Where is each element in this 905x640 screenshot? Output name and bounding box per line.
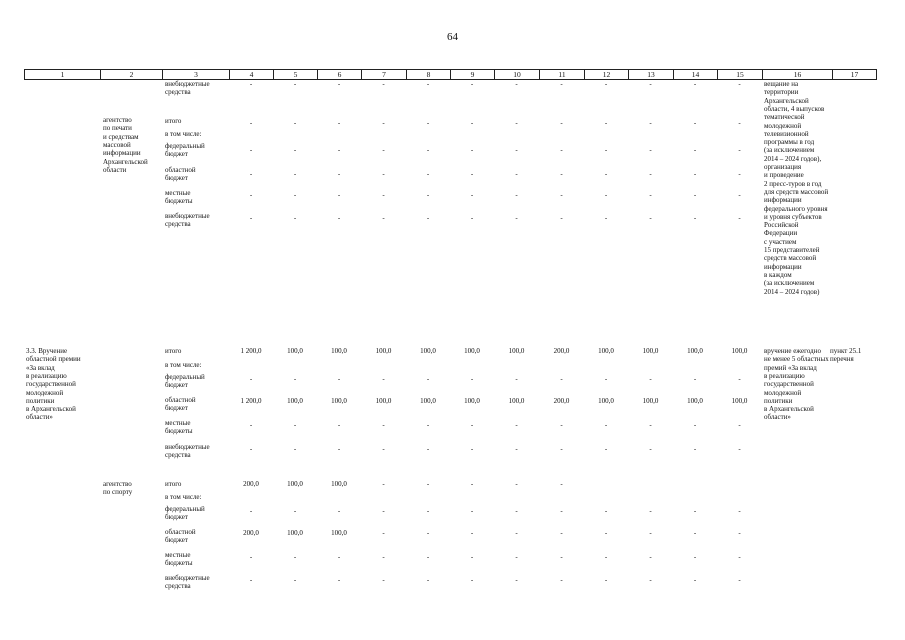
- value-dash: -: [649, 421, 652, 429]
- value-dash: -: [649, 553, 652, 561]
- value-dash: -: [604, 553, 608, 561]
- value-total: 200,0: [243, 480, 259, 488]
- value-oblast: -: [604, 529, 608, 537]
- value-oblast: -: [693, 529, 697, 537]
- value-dash: -: [426, 421, 430, 429]
- value-total: 100,0: [287, 347, 303, 355]
- value-dash: -: [604, 445, 608, 453]
- result-text: премий «За вклад: [764, 363, 817, 372]
- result-text: политики: [764, 396, 793, 405]
- value-total: 200,0: [553, 347, 570, 355]
- value-dash: -: [515, 576, 518, 584]
- value-dash: -: [470, 80, 474, 88]
- result-text: государственной: [764, 380, 814, 389]
- result-text: информации: [764, 196, 802, 205]
- value-dash: -: [560, 80, 563, 88]
- result-text: в реализацию: [764, 371, 805, 380]
- value-dash: -: [249, 170, 253, 178]
- value-dash: -: [604, 170, 608, 178]
- value-dash: -: [693, 576, 697, 584]
- value-dash: -: [470, 507, 474, 515]
- value-dash: -: [293, 146, 297, 154]
- label-federal: бюджет: [165, 513, 188, 522]
- value-dash: -: [337, 80, 341, 88]
- value-dash: -: [249, 507, 253, 515]
- col-header-8: 8: [407, 70, 451, 80]
- value-dash: -: [293, 214, 297, 222]
- value-dash: -: [470, 576, 474, 584]
- col-header-7: 7: [362, 70, 407, 80]
- value-dash: -: [649, 119, 652, 127]
- activity-3-3-name: молодежной: [26, 388, 64, 397]
- value-dash: -: [382, 191, 385, 199]
- label-vnebudget: средства: [165, 582, 191, 591]
- value-dash: -: [560, 553, 563, 561]
- label-local: бюджеты: [165, 559, 193, 568]
- value-dash: -: [337, 421, 341, 429]
- executor-press-agency: Архангельской: [103, 157, 148, 166]
- value-dash: -: [426, 170, 430, 178]
- value-oblast: 1 200,0: [240, 397, 262, 405]
- value-total: 100,0: [598, 347, 614, 355]
- result-text: средств массовой: [764, 254, 817, 263]
- label-vnebudget: внебюджетные: [165, 574, 210, 582]
- value-dash: -: [515, 507, 518, 515]
- result-text: молодежной: [764, 121, 802, 130]
- result-text: телевизионной: [764, 129, 809, 138]
- value-dash: -: [293, 576, 297, 584]
- value-dash: -: [382, 119, 385, 127]
- label-itogo: итого: [165, 117, 182, 125]
- value-dash: -: [515, 191, 518, 199]
- value-oblast: 100,0: [287, 529, 303, 537]
- result-text: в каждом: [764, 270, 792, 279]
- value-dash: -: [738, 119, 741, 127]
- result-text: области»: [764, 413, 791, 422]
- label-oblast: бюджет: [165, 174, 188, 183]
- col-header-3: 3: [163, 70, 230, 80]
- value-dash: -: [604, 146, 608, 154]
- value-dash: -: [738, 214, 741, 222]
- value-dash: -: [426, 214, 430, 222]
- value-dash: -: [515, 445, 518, 453]
- value-total: 100,0: [287, 480, 303, 488]
- value-dash: -: [693, 119, 697, 127]
- value-dash: -: [738, 445, 741, 453]
- result-text: в Архангельской: [764, 405, 814, 414]
- value-dash: -: [382, 576, 385, 584]
- value-dash: -: [604, 576, 608, 584]
- result-text: 15 представителей: [764, 246, 820, 254]
- value-dash: -: [738, 421, 741, 429]
- value-total: 100,0: [642, 347, 659, 355]
- label-oblast: областной: [165, 166, 196, 174]
- label-local: местные: [165, 551, 191, 559]
- value-dash: -: [249, 119, 253, 127]
- activity-3-3-name: 3.3. Вручение: [26, 347, 68, 355]
- col-header-9: 9: [451, 70, 495, 80]
- value-dash: -: [426, 553, 430, 561]
- reference-text: пункт 25.1: [830, 347, 862, 355]
- value-oblast: -: [470, 529, 474, 537]
- value-oblast: 100,0: [508, 397, 525, 405]
- value-total: 100,0: [464, 347, 480, 355]
- value-dash: -: [293, 170, 297, 178]
- label-oblast: областной: [165, 528, 196, 536]
- label-including: в том числе:: [165, 130, 202, 138]
- value-dash: -: [604, 191, 608, 199]
- value-dash: -: [426, 576, 430, 584]
- col-header-5: 5: [274, 70, 318, 80]
- col-header-13: 13: [629, 70, 674, 80]
- label-federal: бюджет: [165, 150, 188, 159]
- value-dash: -: [337, 507, 341, 515]
- value-dash: -: [382, 80, 385, 88]
- activity-3-3-name: областной премии: [26, 355, 81, 364]
- value-dash: -: [649, 576, 652, 584]
- result-text: 2014 – 2024 годов): [764, 287, 820, 296]
- label-vnebudget: внебюджетные: [165, 80, 210, 88]
- value-dash: -: [649, 170, 652, 178]
- value-dash: -: [470, 146, 474, 154]
- value-dash: -: [249, 191, 253, 199]
- value-dash: -: [382, 214, 385, 222]
- value-dash: -: [382, 445, 385, 453]
- value-dash: -: [426, 119, 430, 127]
- value-oblast: 100,0: [464, 397, 480, 405]
- value-dash: -: [249, 576, 253, 584]
- value-dash: -: [515, 375, 518, 383]
- activity-3-3-name: политики: [26, 396, 55, 405]
- activity-3-3-name: области»: [26, 413, 53, 422]
- value-dash: -: [515, 553, 518, 561]
- value-dash: -: [337, 146, 341, 154]
- value-dash: -: [337, 445, 341, 453]
- value-dash: -: [426, 80, 430, 88]
- value-total: 100,0: [331, 347, 347, 355]
- value-dash: -: [693, 191, 697, 199]
- value-dash: -: [470, 214, 474, 222]
- value-total: -: [560, 480, 563, 488]
- value-dash: -: [649, 214, 652, 222]
- value-oblast: 100,0: [287, 397, 303, 405]
- col-header-11: 11: [540, 70, 585, 80]
- result-text: (за исключением: [764, 146, 815, 155]
- col-header-16: 16: [763, 70, 833, 80]
- value-dash: -: [693, 553, 697, 561]
- value-dash: -: [249, 80, 253, 88]
- value-dash: -: [382, 146, 385, 154]
- value-dash: -: [382, 170, 385, 178]
- value-oblast: 200,0: [243, 529, 259, 537]
- value-dash: -: [293, 421, 297, 429]
- value-oblast: 100,0: [598, 397, 614, 405]
- col-header-10: 10: [495, 70, 540, 80]
- value-dash: -: [560, 119, 563, 127]
- value-dash: -: [560, 214, 563, 222]
- col-header-6: 6: [318, 70, 362, 80]
- value-total: 1 200,0: [240, 347, 262, 355]
- value-dash: -: [560, 191, 563, 199]
- value-oblast: 200,0: [553, 397, 570, 405]
- label-federal: федеральный: [165, 505, 205, 513]
- value-dash: -: [515, 119, 518, 127]
- value-dash: -: [426, 507, 430, 515]
- result-text: области, 4 выпусков: [764, 104, 825, 113]
- label-federal: федеральный: [165, 142, 205, 150]
- value-dash: -: [738, 170, 741, 178]
- value-dash: -: [649, 507, 652, 515]
- value-dash: -: [560, 375, 563, 383]
- value-dash: -: [470, 119, 474, 127]
- value-dash: -: [337, 119, 341, 127]
- value-dash: -: [560, 421, 563, 429]
- value-dash: -: [649, 375, 652, 383]
- value-dash: -: [649, 80, 652, 88]
- result-text: (за исключением: [764, 279, 815, 288]
- value-dash: -: [693, 80, 697, 88]
- value-dash: -: [470, 170, 474, 178]
- activity-3-3-name: в реализацию: [26, 371, 67, 380]
- value-dash: -: [604, 214, 608, 222]
- value-dash: -: [249, 445, 253, 453]
- col-header-1: 1: [25, 70, 101, 80]
- value-dash: -: [337, 553, 341, 561]
- value-dash: -: [693, 507, 697, 515]
- value-dash: -: [249, 146, 253, 154]
- label-vnebudget: средства: [165, 220, 191, 229]
- value-dash: -: [337, 214, 341, 222]
- value-dash: -: [382, 375, 385, 383]
- value-dash: -: [337, 191, 341, 199]
- value-oblast: 100,0: [731, 397, 748, 405]
- value-dash: -: [604, 375, 608, 383]
- label-local: местные: [165, 419, 191, 427]
- result-text: федерального уровня: [764, 204, 828, 213]
- value-dash: -: [293, 375, 297, 383]
- value-dash: -: [738, 146, 741, 154]
- value-total: 100,0: [508, 347, 525, 355]
- value-oblast: 100,0: [331, 529, 347, 537]
- value-dash: -: [604, 119, 608, 127]
- value-dash: -: [738, 576, 741, 584]
- value-total: 100,0: [731, 347, 748, 355]
- result-text: молодежной: [764, 388, 802, 397]
- col-header-15: 15: [718, 70, 763, 80]
- value-dash: -: [738, 80, 741, 88]
- value-oblast: 100,0: [687, 397, 703, 405]
- value-dash: -: [693, 146, 697, 154]
- value-dash: -: [337, 170, 341, 178]
- value-total: 100,0: [687, 347, 703, 355]
- value-dash: -: [382, 553, 385, 561]
- value-dash: -: [426, 191, 430, 199]
- label-federal: бюджет: [165, 381, 188, 390]
- value-dash: -: [293, 191, 297, 199]
- value-dash: -: [560, 576, 563, 584]
- result-text: Архангельской: [764, 96, 809, 105]
- result-text: организация: [764, 163, 802, 171]
- value-dash: -: [515, 80, 518, 88]
- value-dash: -: [604, 421, 608, 429]
- value-oblast: 100,0: [642, 397, 659, 405]
- col-header-12: 12: [585, 70, 629, 80]
- page-number: 64: [447, 31, 458, 43]
- value-dash: -: [293, 507, 297, 515]
- result-text: 2 пресс-туров в год: [764, 179, 822, 188]
- value-total: -: [426, 480, 430, 488]
- value-dash: -: [693, 375, 697, 383]
- label-vnebudget: внебюджетные: [165, 212, 210, 220]
- value-dash: -: [293, 80, 297, 88]
- result-text: 2014 – 2024 годов),: [764, 154, 822, 163]
- result-text: Федерации: [764, 229, 798, 238]
- value-dash: -: [426, 375, 430, 383]
- label-vnebudget: средства: [165, 88, 191, 97]
- value-dash: -: [515, 214, 518, 222]
- value-dash: -: [738, 375, 741, 383]
- value-dash: -: [470, 445, 474, 453]
- label-oblast: бюджет: [165, 536, 188, 545]
- value-dash: -: [470, 421, 474, 429]
- value-dash: -: [560, 445, 563, 453]
- value-dash: -: [560, 146, 563, 154]
- value-dash: -: [249, 375, 253, 383]
- value-dash: -: [382, 507, 385, 515]
- value-dash: -: [337, 375, 341, 383]
- executor-press-agency: информации: [103, 149, 141, 158]
- result-text: территории: [764, 88, 799, 97]
- value-dash: -: [693, 421, 697, 429]
- executor-sport-agency: по спорту: [103, 488, 133, 497]
- value-dash: -: [470, 191, 474, 199]
- result-text: и уровня субъектов: [764, 212, 822, 221]
- value-oblast: -: [426, 529, 430, 537]
- value-dash: -: [738, 191, 741, 199]
- value-dash: -: [293, 445, 297, 453]
- executor-press-agency: и средствам: [103, 132, 139, 141]
- value-total: 100,0: [375, 347, 392, 355]
- label-vnebudget: внебюджетные: [165, 443, 210, 451]
- value-dash: -: [426, 146, 430, 154]
- value-dash: -: [382, 421, 385, 429]
- label-itogo: итого: [165, 347, 182, 355]
- value-oblast: 100,0: [420, 397, 436, 405]
- result-text: для средств массовой: [764, 187, 829, 196]
- value-oblast: 100,0: [375, 397, 392, 405]
- label-local: бюджеты: [165, 427, 193, 436]
- value-oblast: -: [560, 529, 563, 537]
- value-dash: -: [604, 80, 608, 88]
- value-total: 100,0: [331, 480, 347, 488]
- col-header-2: 2: [101, 70, 163, 80]
- value-dash: -: [738, 553, 741, 561]
- value-dash: -: [693, 445, 697, 453]
- value-oblast: -: [649, 529, 652, 537]
- value-dash: -: [249, 553, 253, 561]
- value-dash: -: [249, 214, 253, 222]
- result-text: информации: [764, 262, 802, 271]
- label-itogo: итого: [165, 480, 182, 488]
- executor-press-agency: по печати: [103, 124, 132, 133]
- activity-3-3-name: государственной: [26, 380, 76, 389]
- table-header-row: [25, 70, 877, 80]
- value-total: -: [382, 480, 385, 488]
- value-dash: -: [293, 553, 297, 561]
- value-oblast: -: [515, 529, 518, 537]
- executor-press-agency: области: [103, 165, 127, 174]
- label-including: в том числе:: [165, 493, 202, 501]
- table-header: [24, 69, 877, 80]
- result-text: тематической: [764, 113, 805, 122]
- value-dash: -: [560, 170, 563, 178]
- label-federal: федеральный: [165, 373, 205, 381]
- executor-sport-agency: агентство: [103, 480, 132, 488]
- value-dash: -: [515, 421, 518, 429]
- label-oblast: областной: [165, 396, 196, 404]
- value-oblast: 100,0: [331, 397, 347, 405]
- label-oblast: бюджет: [165, 404, 188, 413]
- value-dash: -: [470, 375, 474, 383]
- result-text: вручение ежегодно: [764, 347, 821, 355]
- executor-press-agency: агентство: [103, 116, 132, 124]
- value-oblast: -: [382, 529, 385, 537]
- result-text: вещание на: [764, 80, 799, 88]
- value-dash: -: [693, 214, 697, 222]
- value-dash: -: [515, 170, 518, 178]
- value-oblast: -: [738, 529, 741, 537]
- value-dash: -: [515, 146, 518, 154]
- value-dash: -: [249, 421, 253, 429]
- value-dash: -: [426, 445, 430, 453]
- col-header-17: 17: [833, 70, 877, 80]
- value-dash: -: [293, 119, 297, 127]
- result-text: с участием: [764, 237, 797, 246]
- value-dash: -: [649, 191, 652, 199]
- result-text: программы в год: [764, 138, 815, 147]
- value-dash: -: [470, 553, 474, 561]
- result-text: Российской: [764, 221, 799, 230]
- col-header-14: 14: [674, 70, 718, 80]
- label-local: местные: [165, 189, 191, 197]
- col-header-4: 4: [230, 70, 274, 80]
- activity-3-3-name: в Архангельской: [26, 405, 76, 414]
- value-total: 100,0: [420, 347, 436, 355]
- value-dash: -: [738, 507, 741, 515]
- value-dash: -: [649, 146, 652, 154]
- value-dash: -: [560, 507, 563, 515]
- activity-3-3-name: «За вклад: [26, 363, 55, 372]
- executor-press-agency: массовой: [103, 140, 131, 149]
- value-total: -: [470, 480, 474, 488]
- result-text: и проведение: [764, 171, 804, 180]
- value-dash: -: [649, 445, 652, 453]
- label-including: в том числе:: [165, 361, 202, 369]
- value-dash: -: [604, 507, 608, 515]
- result-text: не менее 5 областных: [764, 355, 829, 364]
- value-dash: -: [337, 576, 341, 584]
- label-vnebudget: средства: [165, 451, 191, 460]
- label-local: бюджеты: [165, 197, 193, 206]
- reference-text: перечня: [830, 355, 854, 364]
- value-dash: -: [693, 170, 697, 178]
- value-total: -: [515, 480, 518, 488]
